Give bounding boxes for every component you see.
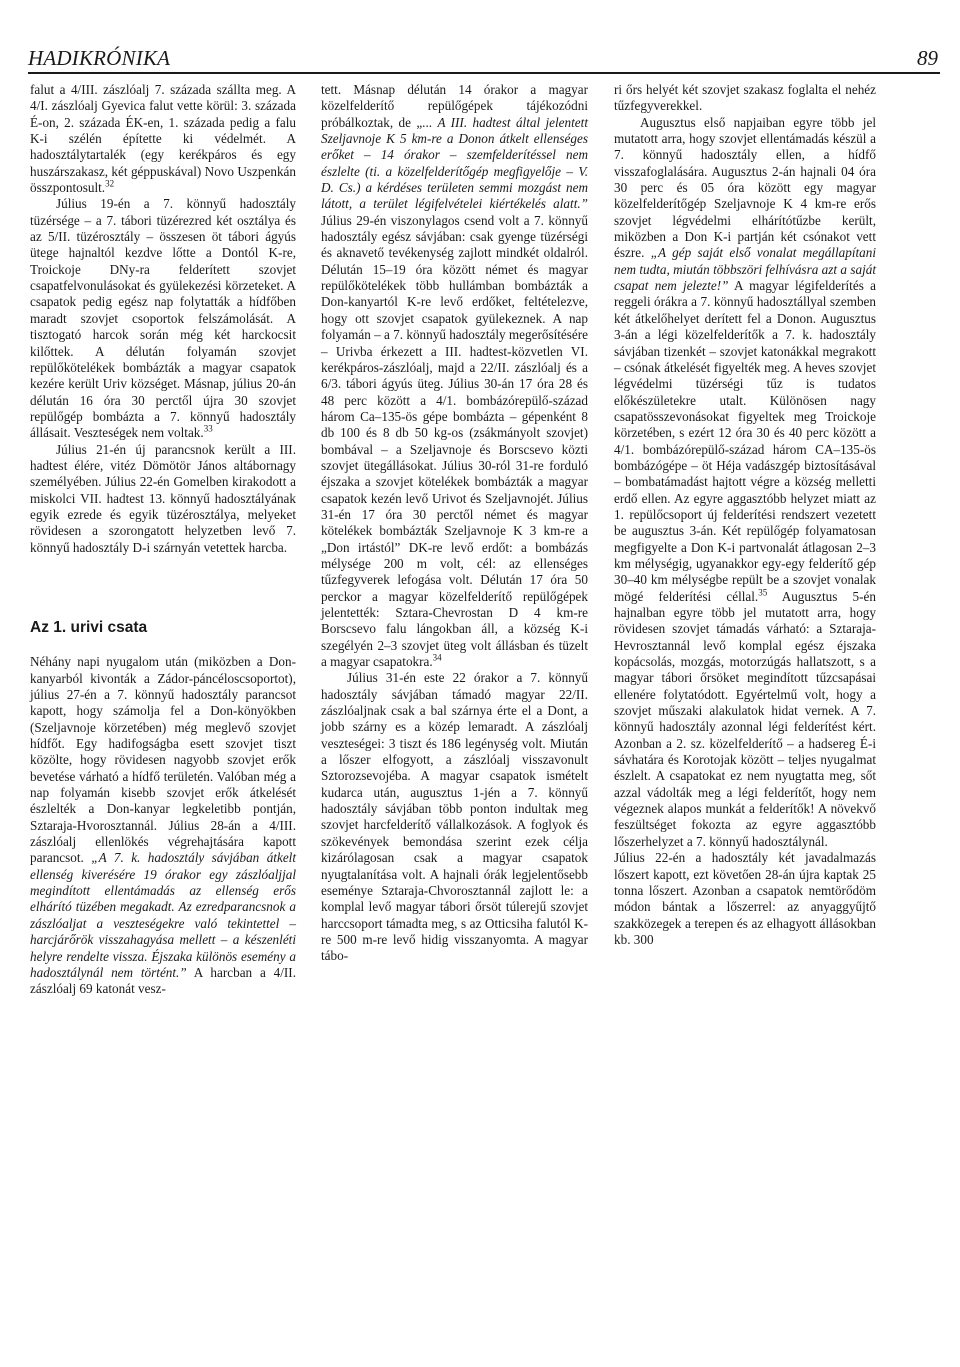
paragraph: Július 21-én új parancsnok került a III. hadtest élére, vitéz Dömötör János altábornagy személyében. Július 22-én Gomelben kirakodott a miskolci VII. hadtest 13. könnyű hadosztályának egyik ezrede és egyik tüzérosztálya, melyeket rövidesen a szorongatott helyzetben levő 7. könnyű hadosztály D-i szárnyán vetettek harcba. [30, 441, 296, 555]
paragraph: ri őrs helyét két szovjet szakasz foglalta el nehéz tűzfegyverekkel. [614, 82, 876, 114]
footnote-ref: 33 [203, 423, 213, 434]
quote-text: „A 7. k. hadosztály sávjában átkelt ellenség kiverésére 19 órakor egy zászlóaljjal megindított ellentámadás az ellenség erős elhárító tüzében megakadt. Az ezredparancsnok a zászlóaljat a veszteségekre való tekintettel – harcjárőrök visszahagyása mellett – a készenléti helyre rendelte vissza. Éjszaka különös esemény a hadosztálynál nem történt.” [30, 850, 296, 980]
paragraph-text: falut a 4/III. zászlóalj 7. százada szállta meg. A 4/I. zászlóalj Gyevica falut vette körül: 3. százada É-on, 2. százada ÉK-en, 1. százada pedig a falu K-i szélén építette ki védelmét. A hadosztálytartalék (egy kerékpáros és egy huszárszakasz, két géppuskával) Novo Uszpenkán összpontosult. [30, 82, 296, 196]
quote-text: A III. hadtest által jelentett Szeljavnoje K 5 km-re a Donon átkelt ellenséges erőket – 14 órakor – szemfelderítéssel nem észlelte (ti. a közelfelderítőgép megfigyelője – V. D. Cs.) a kérdéses területen semmi mozgást nem látott, a terület légifelvételei kiértékelés alatt.” [321, 114, 588, 212]
footnote-ref: 35 [758, 587, 768, 598]
page-header [28, 46, 938, 70]
header-rule [28, 72, 940, 74]
quote-text: „A gép saját első vonalat megállapítani nem tudta, miután többszöri felhívásra azt a saját csapat nem jelezte!” [614, 245, 877, 294]
paragraph [30, 196, 296, 441]
paragraph-text: A harcban a 4/II. zászlóalj 69 katonát vesz- [30, 964, 296, 997]
section-title: Az 1. urivi csata [30, 618, 148, 636]
text-column-3 [614, 82, 876, 948]
paragraph [30, 82, 296, 196]
paragraph [30, 654, 296, 997]
paragraph-text: Július 19-én a 7. könnyű hadosztály tüzérsége – a 7. tábori tüzérezred két osztálya és az 5/II. tüzérosztály – összesen öt tábori ágyús ütege hajnaltól kezdve lőtte a Dontól K-re, Troickoje DNy-ra felderített szovjet csapatfelvonulásokat és gyülekezési körzeteket. A csapatok pedig egész nap folytatták a hídfőben maradt szovjet csoportok felszámolását. A tisztogató harcok során még két harckocsit kilőttek. A délután folyamán szovjet repülőkötelékek bombázták a magyar csapatok kezére került Uriv községet. Másnap, július 20-án délután 16 óra 30 perctől újra 30 szovjet repülőgép bombázta a 7. könnyű hadosztály állásait. Veszteségek nem voltak. [30, 196, 296, 441]
footnote-ref: 32 [105, 178, 115, 189]
paragraph: Július 31-én este 22 órakor a 7. könnyű hadosztály sávjában támadó magyar 22/II. zászlóaljnak csak a bal szárnya érte el a Dont, a jobb szárny es a közép lemaradt. A zászlóalj veszteségei: 3 tiszt és 186 legénység volt. Miután a lőszer elfogyott, a zászlóalj visszavonult Sztorozsevojéba. A magyar csapatok ismételt kudarca után, augusztus 1-jén a 7. könnyű hadosztály sávjában több ponton indultak meg szovjet harcfelderítő vállalkozások. A foglyok és szökevények bemondása szerint ezek célja kizárólagosan csak a magyar csapatok nyugtalanítása volt. A hajnali órák legjelentősebb eseménye Sztaraja-Chvorosztannál zajlott le: a komplal levő magyar tábori őrsöt túlerejű szovjet harccsoport támadta meg, s az Otticsiha falutól K-re 500 m-re levő hidig visszanyomta. A magyar tábo- [321, 670, 588, 964]
text-column-1 [30, 82, 296, 998]
paragraph-text: Augusztus első napjaiban egyre több jel mutatott arra, hogy szovjet ellentámadás készül a 7. könnyű hadosztály ellen, a hídfő visszafoglalására. Augusztus 2-án hajnali 04 óra 30 perc és 05 óra között egy magyar közelfelderítőgép Szeljavnoje K 4 km-re erős szovjet légvédelmi elhárítótűzbe került, miközben a Don K-i partján két csónakot vett észre. [614, 114, 876, 261]
paragraph [321, 82, 588, 670]
paragraph-text: A magyar légifelderítés a reggeli órákra a 7. könnyű hadosztállyal szemben két átkelőhelyet derített fel a Donon. Augusztus 3-án a légi közelfelderítők a 7. k. hadosztály sávjában tizenkét – szovjet katonákkal megrakott – csónak átkelését figyelték meg. A heves szovjet légvédelmi tüzérségi tűz is tudatos előkészületekre utalt. Különösen nagy csapatösszevonásokat figyeltek meg Troickoje körzetében, s ezért 12 óra 30 és 40 perc között a 4/1. bombázórepülő-század három CA–135-ös bombázógépe – öt Héja vadászgép biztosításával – bombatámadást hajtott végre a község melletti erdő ellen. Az egyre aggasztóbb helyzet miatt az 1. repülőcsoport új felderítési rendszert vezetett be augusztus 3-án. Két repülőgép folyamatosan megfigyelte a Don K-i partvonalát átlagosan 2–3 km mélységig, ugyanakkor egy-egy felderítő gép 30–40 km mélységbe repült be a szovjet vonalak mögé felderítési céllal. [614, 278, 876, 604]
paragraph-text: Július 29-én viszonylagos csend volt a 7. könnyű hadosztály egész sávjában: csak gyenge tüzérségi és aknavető tevékenység zajlott mindkét oldalról. Délután 15–19 óra között német és magyar repülőkötelékek több hullámban bombázták a Don-kanyartól K-re levő erdőket, feltételezve, hogy ott szovjet csapatok gyülekeznek. A nap folyamán – a 7. könnyű hadosztály megerősítésére – Urivba érkezett a III. hadtest-közvetlen VI. kerékpáros-zászlóalj, majd a 22/II. zászlóalj és a 6/3. tábori ágyús üteg. Július 30-án 17 óra 28 és 48 perc között a 4/1. bombázórepülő-század három Ca–135-ös gépe bombázta – gépenként 8 db 100 és 8 db 50 kg-os (zsákmányolt szovjet) bombával – a Szeljavnoje és Borscsevo közti szovjet ütegállásokat. Július 30-ról 31-re forduló éjszaka a szovjet kötelékek bombázták a magyar csapatok kezén levő Urivot és Szeljavnojét. Július 31-én 17 óra 30 perctől német és magyar kötelékek bombázták Szeljavnoje K 3 km-re a „Don irtástól” DK-re levő erdőt: a bombázás mélysége 200 m volt, cél: az ellenséges tűzfegyverek lefogása volt. Délután 17 óra 50 perckor a magyar közelfelderítő repülőgépek jelentették: Sztara-Chevrostan D 4 km-re Borscsevo falu lángokban áll, a község K-i szegélyén 2–3 szovjet üteg volt állásban és tüzelt a magyar csapatokra. [321, 212, 588, 670]
paragraph-text: Néhány napi nyugalom után (miközben a Don-kanyarból kivonták a Zádor-páncéloscsoportot), július 27-én a 7. könnyű hadosztály parancsot kapott, hogy számolja fel a Don-könyökben (Szeljavnoje körzetében) még meglevő szovjet hídfőt. Egy hadifogságba esett szovjet tiszt közölte, hogy rövidesen nagyobb szovjet erők bevetése várható a hídfő területén. Valóban még a nap folyamán kisebb szovjet erők átkelését észlelték a Don-kanyar legkeletibb pontján, Sztaraja-Hvorosztannál. Július 28-án a 4/III. zászlóalj ellenlökés végrehajtására kapott parancsot. [30, 654, 296, 866]
footnote-ref: 34 [432, 652, 442, 663]
paragraph-text: Augusztus 5-én hajnalban egyre több jel mutatott arra, hogy rövidesen szovjet támadás várható: a Sztaraja-Hevrosztannál levő komplal egész éjszaka kopácsolás, mozgás, motorzúgás hallatszott, s a magyar tábori őrsöket megindított tűzcsapásai ellenére folytatódott. Egyértelmű volt, hogy a szovjet műszaki alakulatok hidat vernek. A 7. könnyű hadosztály azonnal légi felderítést kért. Azonban a 2. sz. közelfelderítő – a hadsereg É-i sávhatára és Korotojak között – teljes nyugalmat észlelt. A csapatokat ez nem nyugtatta meg, sőt azzal vádolták meg a légi felderítőt, hogy nem végeznek alapos munkát a felderítők! A növekvő feszültséget fokozta az egyre aggasztóbb lőszerhelyzet a 7. könnyű hadosztálynál. [614, 588, 876, 849]
journal-title: HADIKRÓNIKA [28, 46, 171, 70]
page-number: 89 [917, 46, 938, 70]
text-column-2 [321, 82, 588, 965]
paragraph: Július 22-én a hadosztály két javadalmazás lőszert kapott, ezt követően 28-án újra kaptak 25 tonna lőszert. Azonban a csapatok nemtörődöm módon bántak a lőszerrel: az anyaggyűjtő szakközegek a terepen és az elhagyott állásokban kb. 300 [614, 850, 876, 947]
paragraph [614, 115, 876, 850]
paragraph-text: tett. Másnap délután 14 órakor a magyar közelfelderítő repülőgépek tájékozódni próbálkoztak, de „... [321, 82, 588, 130]
